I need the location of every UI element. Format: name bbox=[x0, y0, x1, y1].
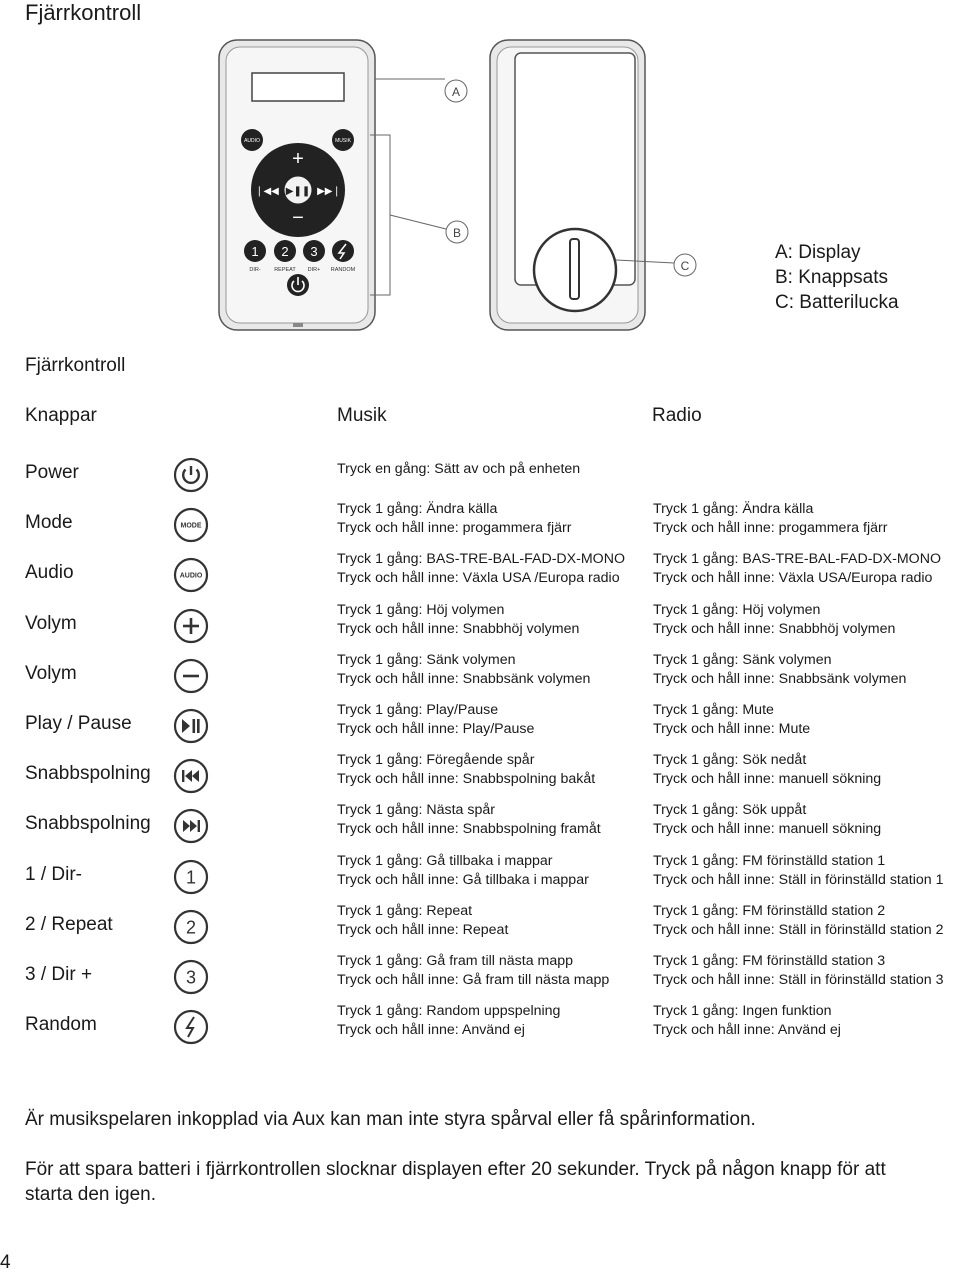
musik-line-2: Tryck och håll inne: Play/Pause bbox=[337, 721, 535, 737]
musik-description bbox=[337, 651, 590, 689]
page-number: 4 bbox=[0, 1252, 11, 1273]
button-name: Random bbox=[25, 1014, 97, 1035]
radio-line-2: Tryck och håll inne: Växla USA/Europa radio bbox=[653, 570, 933, 586]
button-name: Play / Pause bbox=[25, 713, 132, 734]
musik-line-1: Tryck 1 gång: Höj volymen bbox=[337, 602, 505, 618]
legend-keypad: B: Knappsats bbox=[775, 267, 889, 288]
radio-description bbox=[653, 801, 881, 839]
musik-description bbox=[337, 852, 589, 890]
musik-description bbox=[337, 701, 534, 739]
button-name: 2 / Repeat bbox=[25, 914, 113, 935]
remote-illustration bbox=[200, 35, 720, 335]
radio-line-1: Tryck 1 gång: Mute bbox=[653, 702, 774, 718]
radio-description bbox=[653, 651, 906, 689]
svg-text:−: − bbox=[292, 207, 304, 229]
section-title: Fjärrkontroll bbox=[25, 355, 126, 376]
column-header-knappar: Knappar bbox=[25, 405, 97, 426]
musik-line-1: Tryck 1 gång: Föregående spår bbox=[337, 752, 535, 768]
svg-text:1: 1 bbox=[185, 867, 197, 888]
musik-description bbox=[337, 1002, 560, 1040]
radio-description bbox=[653, 952, 943, 990]
note-aux: Är musikspelaren inkopplad via Aux kan man inte styra spårval eller få spårinformation. bbox=[25, 1109, 756, 1130]
radio-line-2: Tryck och håll inne: progammera fjärr bbox=[653, 520, 888, 536]
svg-text:DIR-: DIR- bbox=[249, 267, 261, 273]
audio-icon bbox=[173, 557, 209, 593]
power-icon bbox=[173, 457, 209, 493]
number-1-icon bbox=[173, 859, 209, 895]
musik-line-1: Tryck 1 gång: Gå fram till nästa mapp bbox=[337, 953, 574, 969]
button-name: Volym bbox=[25, 663, 77, 684]
musik-line-2: Tryck och håll inne: progammera fjärr bbox=[337, 520, 572, 536]
radio-line-1: Tryck 1 gång: Höj volymen bbox=[653, 602, 821, 618]
musik-line-1: Tryck 1 gång: Nästa spår bbox=[337, 802, 495, 818]
svg-text:MODE: MODE bbox=[180, 522, 202, 530]
number-3-icon bbox=[173, 959, 209, 995]
legend-display: A: Display bbox=[775, 242, 861, 263]
svg-text:RANDOM: RANDOM bbox=[330, 267, 356, 273]
musik-line-2: Tryck och håll inne: Snabbspolning bakåt bbox=[337, 771, 596, 787]
button-name: Snabbspolning bbox=[25, 763, 151, 784]
svg-text:3: 3 bbox=[310, 244, 318, 259]
radio-description bbox=[653, 500, 887, 538]
radio-line-2: Tryck och håll inne: Snabbsänk volymen bbox=[653, 671, 907, 687]
musik-line-1: Tryck 1 gång: Ändra källa bbox=[337, 501, 498, 517]
button-name: 3 / Dir + bbox=[25, 964, 93, 985]
radio-line-1: Tryck 1 gång: Sänk volymen bbox=[653, 652, 832, 668]
remote-display bbox=[252, 73, 344, 101]
musik-line-1: Tryck 1 gång: Gå tillbaka i mappar bbox=[337, 853, 553, 869]
radio-line-1: Tryck 1 gång: Sök nedåt bbox=[653, 752, 807, 768]
musik-line-2: Tryck och håll inne: Gå tillbaka i mappar bbox=[337, 872, 589, 888]
radio-line-1: Tryck 1 gång: FM förinställd station 3 bbox=[653, 953, 886, 969]
musik-line-2: Tryck och håll inne: Snabbhöj volymen bbox=[337, 621, 580, 637]
play-pause-icon bbox=[173, 708, 209, 744]
svg-text:DIR+: DIR+ bbox=[307, 267, 321, 273]
radio-line-2: Tryck och håll inne: Ställ in förinställd station 3 bbox=[653, 972, 944, 988]
button-name: Volym bbox=[25, 613, 77, 634]
radio-description bbox=[653, 701, 810, 739]
minus-icon bbox=[173, 658, 209, 694]
musik-description bbox=[337, 801, 601, 839]
musik-line-1: Tryck 1 gång: Sänk volymen bbox=[337, 652, 516, 668]
musik-line-2: Tryck och håll inne: Använd ej bbox=[337, 1022, 525, 1038]
radio-line-2: Tryck och håll inne: Ställ in förinställd station 1 bbox=[653, 872, 944, 888]
legend-battery-cover: C: Batterilucka bbox=[775, 292, 899, 313]
musik-line-2: Tryck och håll inne: Snabbsänk volymen bbox=[337, 671, 591, 687]
radio-line-2: Tryck och håll inne: Mute bbox=[653, 721, 811, 737]
radio-description bbox=[653, 550, 941, 588]
svg-text:A: A bbox=[451, 85, 461, 99]
radio-description bbox=[653, 852, 943, 890]
svg-text:REPEAT: REPEAT bbox=[274, 267, 296, 273]
page-title: Fjärrkontroll bbox=[25, 0, 142, 25]
svg-text:C: C bbox=[680, 259, 690, 273]
table-row bbox=[0, 1003, 960, 1060]
radio-line-1: Tryck 1 gång: Ingen funktion bbox=[653, 1003, 832, 1019]
musik-line-1: Tryck 1 gång: Play/Pause bbox=[337, 702, 499, 718]
musik-description bbox=[337, 952, 609, 990]
fast-forward-icon bbox=[173, 808, 209, 844]
svg-text:AUDIO: AUDIO bbox=[244, 138, 260, 144]
svg-text:+: + bbox=[292, 148, 304, 170]
plus-icon bbox=[173, 608, 209, 644]
svg-text:1: 1 bbox=[251, 244, 259, 259]
musik-line-1: Tryck 1 gång: Repeat bbox=[337, 903, 473, 919]
radio-description bbox=[653, 601, 895, 639]
note-battery: För att spara batteri i fjärrkontrollen slocknar displayen efter 20 sekunder. Tryck på någon knapp för att starta den igen. bbox=[25, 1159, 886, 1205]
radio-line-1: Tryck 1 gång: BAS-TRE-BAL-FAD-DX-MONO bbox=[653, 551, 942, 567]
musik-line-2: Tryck och håll inne: Gå fram till nästa mapp bbox=[337, 972, 610, 988]
svg-text:B: B bbox=[452, 226, 462, 240]
svg-text:2: 2 bbox=[281, 244, 289, 259]
radio-line-2: Tryck och håll inne: Snabbhöj volymen bbox=[653, 621, 896, 637]
musik-description bbox=[337, 902, 508, 940]
random-icon bbox=[173, 1009, 209, 1045]
number-2-icon bbox=[173, 909, 209, 945]
svg-text:2: 2 bbox=[185, 917, 197, 938]
mode-icon bbox=[173, 507, 209, 543]
musik-line-2: Tryck och håll inne: Snabbspolning framåt bbox=[337, 821, 601, 837]
button-name: Snabbspolning bbox=[25, 813, 151, 834]
svg-text:3: 3 bbox=[185, 967, 197, 988]
rewind-icon bbox=[173, 758, 209, 794]
button-name: Mode bbox=[25, 512, 73, 533]
musik-line-1: Tryck en gång: Sätt av och på enheten bbox=[337, 461, 581, 477]
radio-line-2: Tryck och håll inne: manuell sökning bbox=[653, 821, 882, 837]
musik-description bbox=[337, 500, 571, 538]
musik-description bbox=[337, 601, 579, 639]
svg-text:▶❚❚: ▶❚❚ bbox=[285, 186, 311, 197]
radio-line-2: Tryck och håll inne: Använd ej bbox=[653, 1022, 841, 1038]
radio-line-1: Tryck 1 gång: FM förinställd station 1 bbox=[653, 853, 886, 869]
svg-text:AUDIO: AUDIO bbox=[179, 572, 203, 580]
svg-text:❘◀◀: ❘◀◀ bbox=[255, 186, 279, 197]
musik-line-1: Tryck 1 gång: BAS-TRE-BAL-FAD-DX-MONO bbox=[337, 551, 626, 567]
musik-description bbox=[337, 460, 580, 479]
radio-description bbox=[653, 1002, 841, 1040]
musik-description bbox=[337, 550, 625, 588]
musik-line-2: Tryck och håll inne: Växla USA /Europa radio bbox=[337, 570, 620, 586]
radio-line-2: Tryck och håll inne: manuell sökning bbox=[653, 771, 882, 787]
figure-legend bbox=[775, 240, 899, 315]
button-name: Audio bbox=[25, 562, 74, 583]
button-name: 1 / Dir- bbox=[25, 864, 82, 885]
column-header-radio: Radio bbox=[652, 405, 702, 426]
musik-line-2: Tryck och håll inne: Repeat bbox=[337, 922, 509, 938]
radio-description bbox=[653, 902, 943, 940]
radio-line-1: Tryck 1 gång: Sök uppåt bbox=[653, 802, 807, 818]
radio-description bbox=[653, 751, 881, 789]
radio-line-2: Tryck och håll inne: Ställ in förinställd station 2 bbox=[653, 922, 944, 938]
radio-line-1: Tryck 1 gång: FM förinställd station 2 bbox=[653, 903, 886, 919]
column-header-musik: Musik bbox=[337, 405, 387, 426]
svg-text:▶▶❘: ▶▶❘ bbox=[317, 186, 341, 197]
svg-text:MUSIK: MUSIK bbox=[335, 138, 351, 144]
musik-description bbox=[337, 751, 595, 789]
musik-line-1: Tryck 1 gång: Random uppspelning bbox=[337, 1003, 561, 1019]
radio-line-1: Tryck 1 gång: Ändra källa bbox=[653, 501, 814, 517]
button-name: Power bbox=[25, 462, 79, 483]
